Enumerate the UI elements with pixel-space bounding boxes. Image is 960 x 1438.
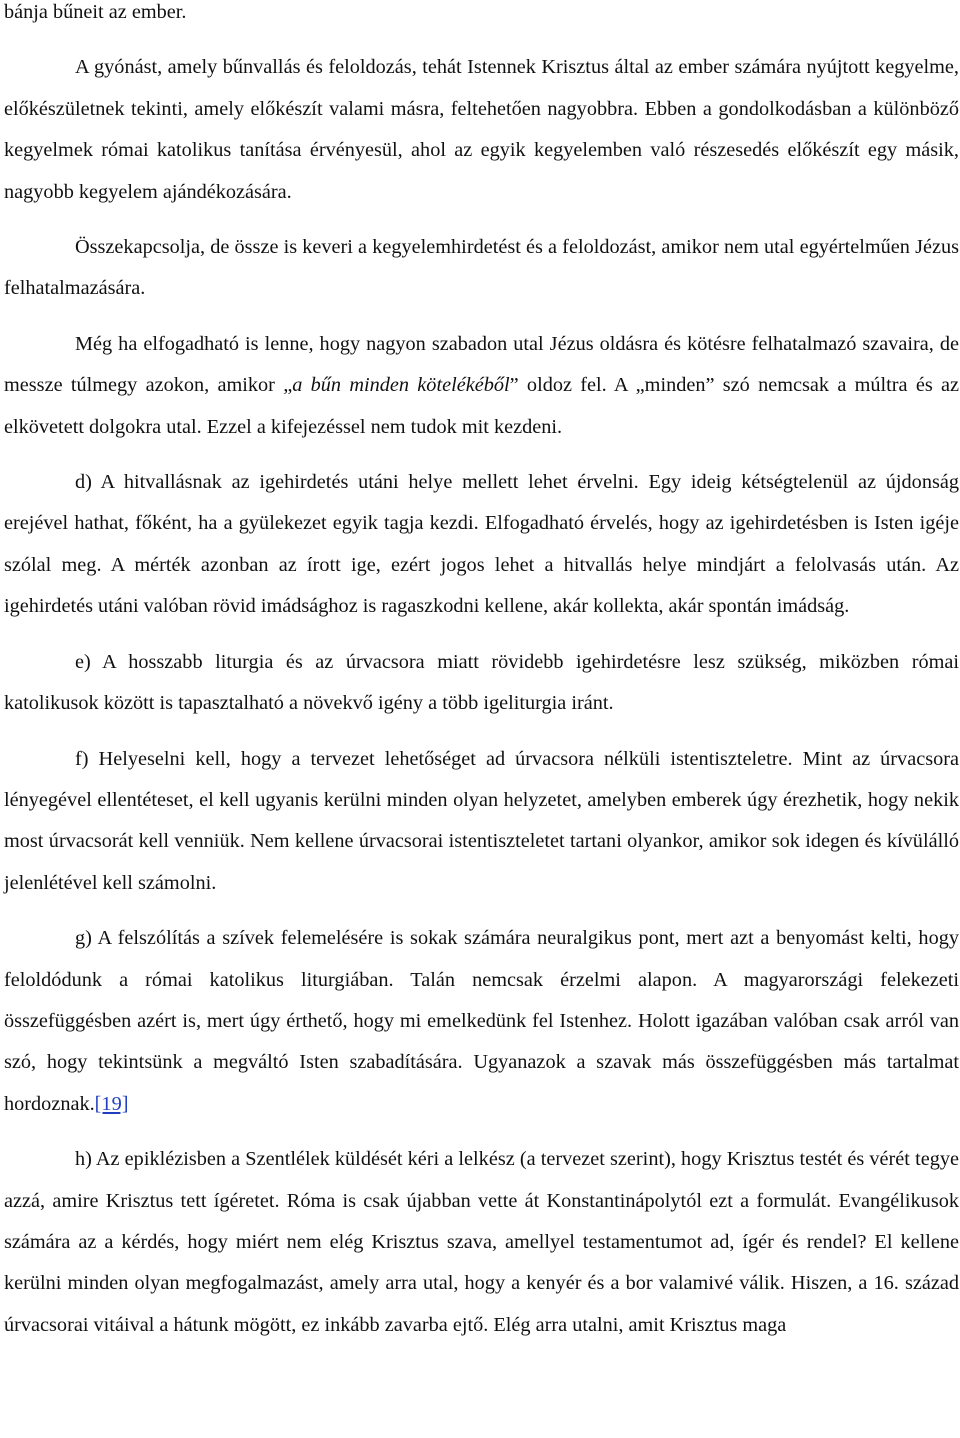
paragraph-point-g bbox=[4, 918, 959, 1125]
paragraph-text-before-quote: Még ha elfogadható is lenne, hogy nagyon szabadon utal Jézus oldásra és kötésre felhatalmazó szavaira, de messze túlmegy azokon, amikor „ bbox=[4, 332, 959, 397]
italic-quotation: a bűn minden kötelékéből bbox=[292, 374, 510, 397]
paragraph-text-after-quote: ” oldoz fel. A „minden” szó nemcsak a múltra és az elkövetett dolgokra utal. Ezzel a kifejezéssel nem tudok mit kezdeni. bbox=[4, 374, 959, 438]
paragraph-point-f: f) Helyeselni kell, hogy a tervezet lehetőséget ad úrvacsora nélküli istentiszteletre. Mint az úrvacsora lényegével ellentéteset, el kell ugyanis kerülni minden olyan helyzetet, amelyben emberek úgy érezhetik, hogy nekik most úrvacsorát kell venniük. Nem kellene úrvacsorai istentiszteletet tartani olyankor, amikor sok idegen és kívülálló jelenlétével kell számolni. bbox=[4, 747, 959, 894]
paragraph-confession: A gyónást, amely bűnvallás és feloldozás, tehát Istennek Krisztus által az ember számára nyújtott kegyelme, előkészületnek tekinti, amely előkészít valami másra, feltehetően nagyobbra. Ebben a gondolkodásban a különböző kegyelmek római katolikus tanítása érvényesül, ahol az egyik kegyelemben való részesedés előkészít egy másik, nagyobb kegyelem ajándékozására. bbox=[4, 56, 959, 203]
footnote-link[interactable]: [19] bbox=[94, 1092, 129, 1115]
document-page bbox=[4, 0, 959, 1360]
paragraph-point-g-text: g) A felszólítás a szívek felemelésére is sokak számára neuralgikus pont, mert azt a benyomást kelti, hogy feloldódunk a római katolikus liturgiában. Talán nemcsak érzelmi alapon. A magyarországi felekezeti összefüggésben azért is, mert úgy érthető, hogy mi emelkedünk fel Istenhez. Holott igazában valóban csak arról van szó, hogy tekintsünk a megváltó Isten szabadítására. Ugyanazok a szavak más összefüggésben más tartalmat hordoznak. bbox=[4, 927, 959, 1115]
paragraph-continuation: bánja bűneit az ember. bbox=[4, 1, 187, 23]
paragraph-binding-loosing bbox=[4, 324, 959, 448]
paragraph-point-d: d) A hitvallásnak az igehirdetés utáni helye mellett lehet érvelni. Egy ideig kétségtelenül az újdonság erejével hathat, főként, ha a gyülekezet egyik tagja kezdi. Elfogadható érvelés, hogy az igehirdetésben is Isten igéje szólal meg. A mérték azonban az írott ige, ezért jogos lehet a hitvallás helye mindjárt a felolvasás után. Az igehirdetés utáni valóban rövid imádsághoz is ragaszkodni kellene, akár kollekta, akár spontán imádság. bbox=[4, 471, 959, 618]
paragraph-absolution: Összekapcsolja, de össze is keveri a kegyelemhirdetést és a feloldozást, amikor nem utal egyértelműen Jézus felhatalmazására. bbox=[4, 236, 959, 300]
paragraph-point-e: e) A hosszabb liturgia és az úrvacsora miatt rövidebb igehirdetésre lesz szükség, miközben római katolikusok között is tapasztalható a növekvő igény a több igeliturgia iránt. bbox=[4, 650, 959, 715]
paragraph-point-h: h) Az epiklézisben a Szentlélek küldését kéri a lelkész (a tervezet szerint), hogy Krisztus testét és vérét tegye azzá, amire Krisztus tett ígéretet. Róma is csak újabban vette át Konstantinápolytól ezt a formulát. Evangélikusok számára az a kérdés, hogy miért nem elég Krisztus szava, amellyel testamentumot ad, ígér és rendel? El kellene kerülni minden olyan megfogalmazást, amely arra utal, hogy a kenyér és a bor valamivé válik. Hiszen, a 16. század úrvacsorai vitáival a hátunk mögött, ez inkább zavarba ejtő. Elég arra utalni, amit Krisztus maga bbox=[4, 1148, 959, 1336]
